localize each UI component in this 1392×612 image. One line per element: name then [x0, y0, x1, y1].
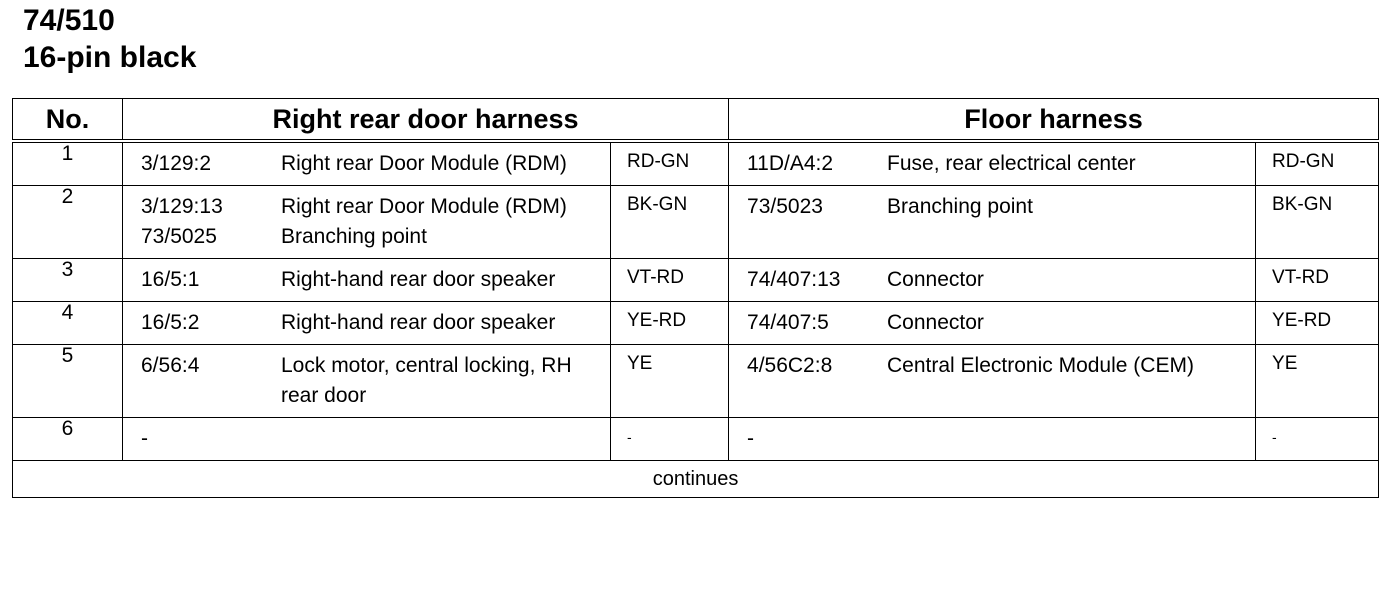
- table-row: [13, 141, 1379, 186]
- component-entry: [141, 265, 610, 295]
- component-code: 73/5023: [747, 195, 823, 218]
- floor-harness-components: [729, 345, 1256, 418]
- component-entry: [747, 308, 1255, 338]
- door-wire-color: VT-RD: [611, 259, 729, 302]
- component-entry: [141, 149, 610, 179]
- pin-number: 1: [13, 141, 123, 186]
- footer-row: [13, 461, 1379, 498]
- continues-note: continues: [13, 461, 1379, 498]
- floor-harness-components: [729, 302, 1256, 345]
- component-description: Right rear Door Module (RDM): [281, 195, 567, 218]
- component-description: Connector: [887, 311, 984, 334]
- door-wire-color: YE: [611, 345, 729, 418]
- table-row: [13, 302, 1379, 345]
- component-entry: [141, 424, 610, 454]
- header-right-rear-door-harness: Right rear door harness: [123, 99, 729, 142]
- component-entry: [747, 424, 1255, 454]
- floor-wire-color: -: [1256, 418, 1379, 461]
- table-row: [13, 186, 1379, 259]
- table-row: [13, 259, 1379, 302]
- pin-number: 6: [13, 418, 123, 461]
- component-entry: [141, 222, 610, 252]
- component-code: 6/56:4: [141, 354, 200, 377]
- header-floor-harness: Floor harness: [729, 99, 1379, 142]
- door-harness-components: [123, 141, 611, 186]
- component-entry: [747, 351, 1255, 381]
- component-description: Fuse, rear electrical center: [887, 152, 1136, 175]
- header-row: [13, 99, 1379, 142]
- component-code: 74/407:5: [747, 311, 829, 334]
- connector-id: 74/510: [23, 4, 115, 37]
- door-wire-color: BK-GN: [611, 186, 729, 259]
- door-harness-components: [123, 186, 611, 259]
- floor-wire-color: VT-RD: [1256, 259, 1379, 302]
- component-code: 74/407:13: [747, 268, 841, 291]
- component-entry: [747, 149, 1255, 179]
- floor-harness-components: [729, 141, 1256, 186]
- pin-number: 3: [13, 259, 123, 302]
- floor-wire-color: BK-GN: [1256, 186, 1379, 259]
- door-wire-color: YE-RD: [611, 302, 729, 345]
- component-code: 4/56C2:8: [747, 354, 833, 377]
- component-code: -: [747, 427, 755, 450]
- connector-description: 16-pin black: [23, 41, 197, 74]
- table-row: [13, 418, 1379, 461]
- component-description: Right-hand rear door speaker: [281, 268, 556, 291]
- component-code: -: [141, 427, 148, 450]
- floor-harness-components: [729, 259, 1256, 302]
- component-entry: [141, 192, 610, 222]
- pin-number: 4: [13, 302, 123, 345]
- component-description: Central Electronic Module (CEM): [887, 354, 1194, 377]
- component-description: Right-hand rear door speaker: [281, 311, 556, 334]
- door-harness-components: [123, 418, 611, 461]
- component-code: 3/129:13: [141, 195, 223, 218]
- floor-wire-color: YE-RD: [1256, 302, 1379, 345]
- pin-table: [12, 98, 1379, 498]
- floor-wire-color: YE: [1256, 345, 1379, 418]
- door-wire-color: -: [611, 418, 729, 461]
- component-description: Branching point: [887, 195, 1033, 218]
- door-harness-components: [123, 259, 611, 302]
- table-row: [13, 345, 1379, 418]
- component-entry: [141, 308, 610, 338]
- component-entry: [747, 192, 1255, 222]
- component-entry: [141, 351, 610, 411]
- component-code: 73/5025: [141, 225, 217, 248]
- header-no: No.: [13, 99, 123, 142]
- component-entry: [747, 265, 1255, 295]
- component-code: 11D/A4:2: [747, 152, 834, 175]
- component-code: 16/5:2: [141, 311, 200, 334]
- door-harness-components: [123, 345, 611, 418]
- document-title: [23, 2, 196, 76]
- floor-harness-components: [729, 186, 1256, 259]
- floor-wire-color: RD-GN: [1256, 141, 1379, 186]
- pin-number: 2: [13, 186, 123, 259]
- component-description: [281, 424, 610, 454]
- component-description: Connector: [887, 268, 984, 291]
- component-description: Branching point: [281, 225, 427, 248]
- component-code: 3/129:2: [141, 152, 212, 175]
- door-wire-color: RD-GN: [611, 141, 729, 186]
- door-harness-components: [123, 302, 611, 345]
- component-description: Right rear Door Module (RDM): [281, 152, 567, 175]
- pin-number: 5: [13, 345, 123, 418]
- component-description: [887, 424, 1255, 454]
- floor-harness-components: [729, 418, 1256, 461]
- component-code: 16/5:1: [141, 268, 200, 291]
- component-description: Lock motor, central locking, RH rear door: [281, 354, 572, 407]
